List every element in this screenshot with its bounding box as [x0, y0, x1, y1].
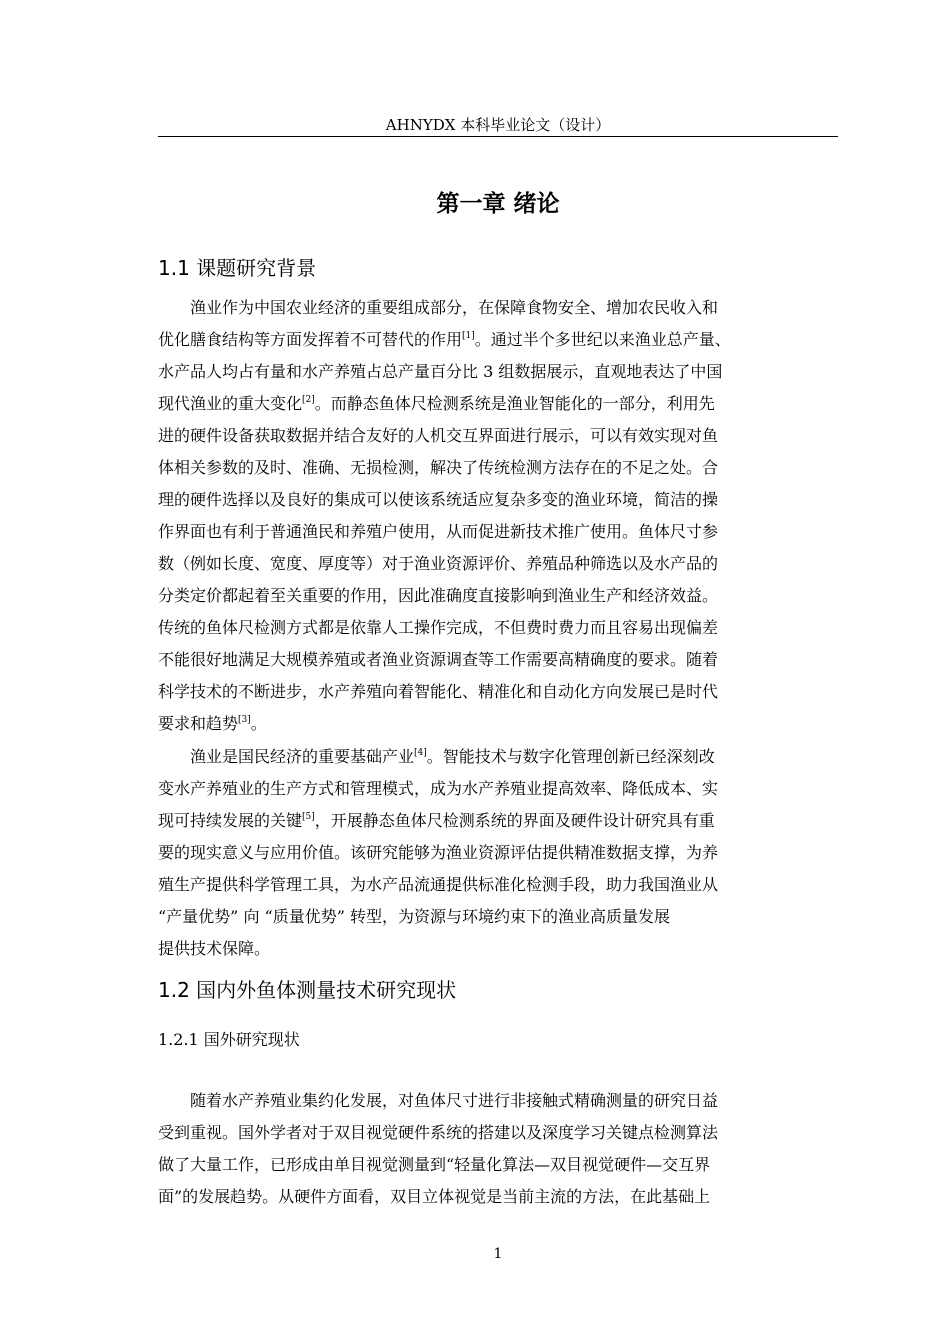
text-line: 现代渔业的重大变化[2]。而静态鱼体尺检测系统是渔业智能化的一部分，利用先: [158, 394, 715, 413]
text-line: 要求和趋势[3]。: [158, 714, 267, 733]
section-heading-1-1: 1.1 课题研究背景: [158, 256, 317, 280]
citation-ref: [4]: [414, 748, 427, 758]
text-line: 渔业是国民经济的重要基础产业[4]。智能技术与数字化管理创新已经深刻改: [190, 747, 715, 766]
text-line: 做了大量工作，已形成由单目视觉测量到“轻量化算法—双目视觉硬件—交互界: [158, 1155, 711, 1174]
paragraph-foreign-research: [158, 1085, 848, 1213]
citation-ref: [3]: [238, 715, 251, 725]
text-line: 随着水产养殖业集约化发展，对鱼体尺寸进行非接触式精确测量的研究日益: [190, 1091, 719, 1110]
text-line: 现可持续发展的关键[5]，开展静态鱼体尺检测系统的界面及硬件设计研究具有重: [158, 811, 715, 830]
text-line: 要的现实意义与应用价值。该研究能够为渔业资源评估提供精准数据支撑，为养: [158, 843, 719, 862]
page-number: 1: [493, 1246, 503, 1262]
text-line: 面”的发展趋势。从硬件方面看，双目立体视觉是当前主流的方法，在此基础上: [158, 1187, 711, 1206]
text-line: 数（例如长度、宽度、厚度等）对于渔业资源评价、养殖品种筛选以及水产品的: [158, 554, 719, 573]
text-line: 科学技术的不断进步，水产养殖向着智能化、精准化和自动化方向发展已是时代: [158, 682, 719, 701]
text-line: 水产品人均占有量和水产养殖占总产量百分比 3 组数据展示，直观地表达了中国: [158, 362, 723, 381]
text-line: 殖生产提供科学管理工具，为水产品流通提供标准化检测手段，助力我国渔业从: [158, 875, 719, 894]
text-line: 提供技术保障。: [158, 939, 271, 958]
text-line: 变水产养殖业的生产方式和管理模式，成为水产养殖业提高效率、降低成本、实: [158, 779, 719, 798]
paragraph-background-2: [158, 741, 848, 965]
text-line: 不能很好地满足大规模养殖或者渔业资源调查等工作需要高精确度的要求。随着: [158, 650, 719, 669]
citation-ref: [2]: [302, 395, 315, 405]
running-header: AHNYDX 本科毕业论文（设计）: [385, 116, 611, 134]
text-line: 受到重视。国外学者对于双目视觉硬件系统的搭建以及深度学习关键点检测算法: [158, 1123, 719, 1142]
text-line: 分类定价都起着至关重要的作用，因此准确度直接影响到渔业生产和经济效益。: [158, 586, 719, 605]
citation-ref: [5]: [302, 812, 315, 822]
text-line: “产量优势” 向 “质量优势” 转型，为资源与环境约束下的渔业高质量发展: [158, 907, 670, 926]
text-line: 传统的鱼体尺检测方式都是依靠人工操作完成，不但费时费力而且容易出现偏差: [158, 618, 719, 637]
citation-ref: [1]: [462, 331, 475, 341]
text-line: 优化膳食结构等方面发挥着不可替代的作用[1]。通过半个多世纪以来渔业总产量、: [158, 330, 731, 349]
text-line: 体相关参数的及时、准确、无损检测，解决了传统检测方法存在的不足之处。合: [158, 458, 719, 477]
chapter-title: 第一章 绪论: [436, 191, 560, 217]
paragraph-background-1: [158, 292, 848, 740]
subsection-heading-1-2-1: 1.2.1 国外研究现状: [158, 1030, 300, 1049]
text-line: 进的硬件设备获取数据并结合友好的人机交互界面进行展示，可以有效实现对鱼: [158, 426, 719, 445]
text-line: 渔业作为中国农业经济的重要组成部分，在保障食物安全、增加农民收入和: [190, 298, 719, 317]
header-divider: [158, 136, 838, 137]
text-line: 作界面也有利于普通渔民和养殖户使用，从而促进新技术推广使用。鱼体尺寸参: [158, 522, 719, 541]
section-heading-1-2: 1.2 国内外鱼体测量技术研究现状: [158, 978, 457, 1002]
text-line: 理的硬件选择以及良好的集成可以使该系统适应复杂多变的渔业环境，简洁的操: [158, 490, 719, 509]
